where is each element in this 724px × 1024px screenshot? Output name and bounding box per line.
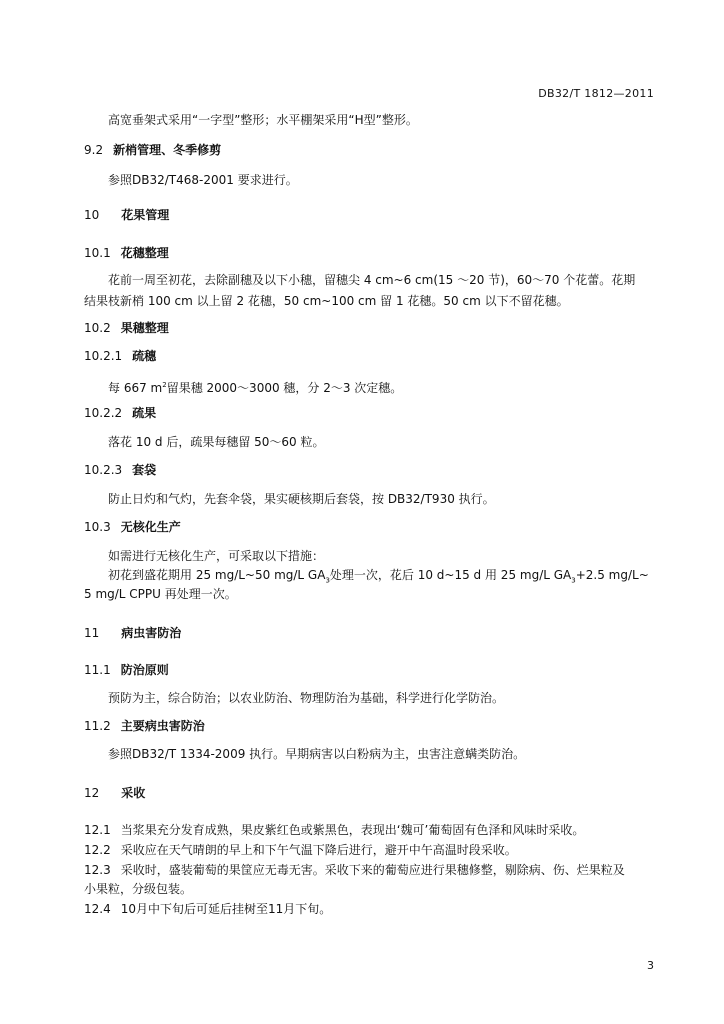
standard-code: DB32/T 1812—2011: [538, 87, 654, 100]
paragraph-10-2-1: [108, 377, 402, 396]
heading-11-2: [84, 718, 205, 734]
section-title: 果穗整理: [120, 321, 169, 335]
paragraph-10-2-3: 防止日灼和气灼，先套伞袋，果实硬核期后套袋，按 DB32/T930 执行。: [108, 492, 495, 506]
page-number: 3: [647, 959, 654, 972]
section-title: 疏穗: [132, 349, 157, 363]
paragraph-10-2-2: 落花 10 d 后，疏果每穗留 50～60 粒。: [108, 435, 325, 449]
clause-text: 10月中下旬后可延后挂树至11月下旬。: [120, 902, 332, 916]
section-title: 病虫害防治: [121, 626, 182, 640]
section-number: 10: [84, 208, 100, 222]
clause-text: 采收时，盛装葡萄的果筐应无毒无害。采收下来的葡萄应进行果穗修整，剔除病、伤、烂果粒及: [120, 863, 625, 877]
clause-text: 采收应在天气晴朗的早上和下午气温下降后进行，避开中午高温时段采收。: [120, 843, 517, 857]
section-number: 10.2.3: [84, 463, 123, 477]
heading-10-3: [84, 519, 181, 535]
text-segment: 留果穗 2000～3000 穗，分 2～3 次定穗。: [166, 381, 403, 395]
subscript: 3: [571, 576, 576, 585]
paragraph-10-3-line3: 5 mg/L CPPU 再处理一次。: [84, 587, 237, 601]
heading-10-2-2: [84, 405, 156, 421]
heading-11-1: [84, 662, 169, 678]
heading-12: [84, 785, 145, 801]
clause-12-3-line2: 小果粒，分级包装。: [84, 882, 193, 896]
section-number: 10.1: [84, 246, 111, 260]
section-number: 11.2: [84, 719, 111, 733]
section-title: 防治原则: [120, 663, 169, 677]
heading-11: [84, 625, 181, 641]
section-number: 9.2: [84, 143, 104, 157]
section-title: 疏果: [132, 406, 157, 420]
paragraph-10-1-line1: 花前一周至初花，去除副穗及以下小穗，留穗尖 4 cm~6 cm(15 ～20 节)，60～70 个花蕾。花期: [108, 273, 636, 287]
heading-9-2: [84, 142, 221, 158]
section-title: 主要病虫害防治: [120, 719, 205, 733]
paragraph-11-1: 预防为主，综合防治；以农业防治、物理防治为基础，科学进行化学防治。: [108, 691, 505, 705]
text-segment: 处理一次，花后 10 d~15 d 用 25 mg/L GA: [329, 568, 572, 582]
clause-number: 12.4: [84, 902, 111, 916]
section-title: 新梢管理、冬季修剪: [113, 143, 222, 157]
heading-10: [84, 207, 169, 223]
subscript: 3: [325, 576, 330, 585]
heading-10-2: [84, 320, 169, 336]
clause-12-3: [84, 862, 625, 878]
section-number: 11: [84, 626, 100, 640]
clause-number: 12.3: [84, 863, 111, 877]
paragraph-10-3-line1: 如需进行无核化生产，可采取以下措施：: [108, 549, 325, 563]
heading-10-1: [84, 245, 169, 261]
superscript: 2: [162, 381, 167, 389]
clause-12-2: [84, 842, 517, 858]
section-number: 10.3: [84, 520, 111, 534]
clause-text: 当浆果充分发育成熟，果皮紫红色或紫黑色，表现出‘魏可’葡萄固有色泽和风味时采收。: [120, 823, 585, 837]
clause-12-1: [84, 822, 584, 838]
paragraph-11-2: 参照DB32/T 1334-2009 执行。早期病害以白粉病为主，虫害注意螨类防治。: [108, 747, 526, 761]
heading-10-2-3: [84, 462, 156, 478]
section-title: 采收: [121, 786, 146, 800]
text-segment: +2.5 mg/L~: [575, 568, 649, 582]
section-number: 12: [84, 786, 100, 800]
paragraph-10-1-line2: 结果枝新梢 100 cm 以上留 2 花穗，50 cm~100 cm 留 1 花穗。50 cm 以下不留花穗。: [84, 294, 569, 308]
clause-number: 12.2: [84, 843, 111, 857]
section-number: 11.1: [84, 663, 111, 677]
heading-10-2-1: [84, 348, 156, 364]
text-segment: 初花到盛花期用 25 mg/L~50 mg/L GA: [108, 568, 326, 582]
section-number: 10.2.2: [84, 406, 123, 420]
section-title: 无核化生产: [120, 520, 181, 534]
section-title: 套袋: [132, 463, 157, 477]
clause-number: 12.1: [84, 823, 111, 837]
section-number: 10.2: [84, 321, 111, 335]
clause-12-4: [84, 901, 331, 917]
section-number: 10.2.1: [84, 349, 123, 363]
section-title: 花果管理: [121, 208, 170, 222]
paragraph-9-2: 参照DB32/T468-2001 要求进行。: [108, 173, 298, 187]
text-segment: 每 667 m: [108, 381, 163, 395]
section-title: 花穗整理: [120, 246, 169, 260]
continued-paragraph: 高宽垂架式采用“一字型”整形；水平棚架采用“H型”整形。: [108, 113, 418, 127]
